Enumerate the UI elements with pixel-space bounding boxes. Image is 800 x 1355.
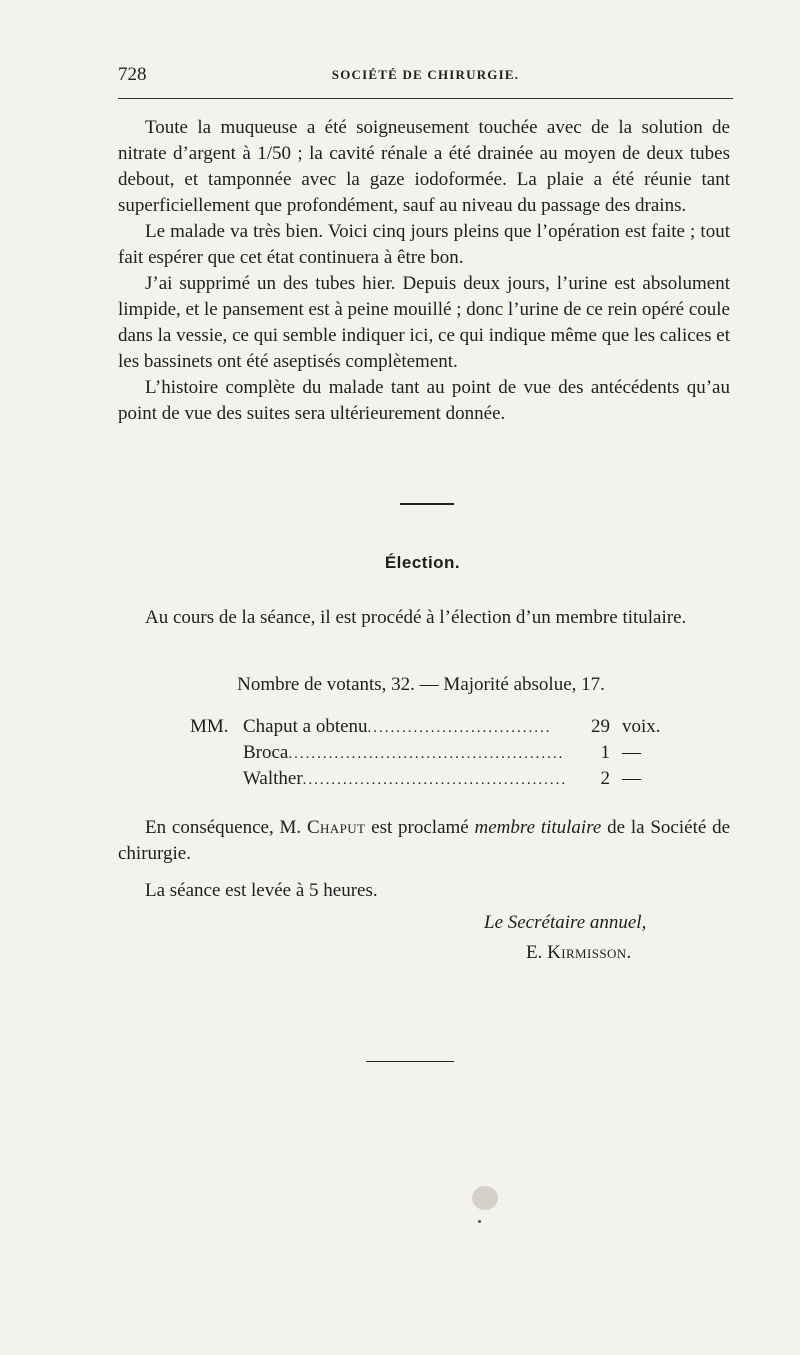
vote-count: 2 <box>600 768 610 789</box>
member-title: membre titulaire <box>474 817 602 838</box>
paragraph: Toute la muqueuse a été soigneusement touchée avec de la solution de nitrate d’argent à 1/50 ; la cavité rénale a été drainée au moyen de deux tubes debout, et tamponnée avec la gaze iodoformée. La plaie a été réunie tant superficiellement que profondément, sauf au niveau du passage des drains. <box>118 117 730 216</box>
dot-leaders: ................................................ <box>288 746 565 762</box>
result-row <box>190 768 750 794</box>
election-results <box>190 716 750 794</box>
vote-unit: voix. <box>622 716 661 737</box>
vote-count: 1 <box>600 742 610 763</box>
signature-title: Le Secrétaire annuel, <box>484 912 647 933</box>
candidate-name <box>243 768 567 790</box>
header-rule <box>118 98 733 99</box>
signature-surname: Kirmisson. <box>547 942 632 963</box>
proclamation-text: En conséquence, M. <box>145 817 307 838</box>
end-rule <box>366 1061 454 1062</box>
section-divider <box>400 503 454 505</box>
result-prefix: MM. <box>190 716 229 737</box>
vote-unit: — <box>622 742 641 763</box>
election-intro <box>118 605 730 631</box>
paragraph: L’histoire complète du malade tant au point de vue des antécédents qu’au point de vue des suites sera ultérieurement donnée. <box>118 377 730 424</box>
elected-member-name: Chaput <box>306 817 366 838</box>
paragraph <box>118 815 730 867</box>
vote-count: 29 <box>591 716 610 737</box>
running-head <box>118 64 733 86</box>
signature-initial: E. <box>526 942 548 963</box>
closing-note <box>118 878 730 904</box>
dot-leaders: ................................ <box>367 720 552 736</box>
paper-speck <box>478 1220 481 1223</box>
case-report-text <box>118 115 730 427</box>
candidate-label: Walther <box>243 768 303 789</box>
paragraph: J’ai supprimé un des tubes hier. Depuis deux jours, l’urine est absolument limpide, et le pansement est à peine mouillé ; donc l’urine de ce rein opéré coule dans la vessie, ce qui semble indiquer ici, ce qui indique même que les calices et les bassinets ont été aseptisés complètement. <box>118 273 730 372</box>
proclamation-text: est proclamé <box>365 817 475 838</box>
result-row <box>190 716 750 742</box>
running-title: SOCIÉTÉ DE CHIRURGIE. <box>331 67 520 82</box>
candidate-name <box>243 742 564 764</box>
page-number: 728 <box>118 64 147 85</box>
paragraph: Au cours de la séance, il est procédé à l’élection d’un membre titulaire. <box>145 607 687 628</box>
vote-unit: — <box>622 768 641 789</box>
paragraph: La séance est levée à 5 heures. <box>145 880 378 901</box>
dot-leaders: .............................................. <box>302 772 568 788</box>
proclamation <box>118 815 730 867</box>
section-heading: Élection. <box>384 553 461 572</box>
candidate-label: Broca <box>243 742 289 763</box>
result-row <box>190 742 750 768</box>
votes-summary: Nombre de votants, 32. — Majorité absolue, 17. <box>237 674 605 695</box>
candidate-name <box>243 716 552 738</box>
candidate-label: Chaput a obtenu <box>243 716 368 737</box>
signature-name <box>526 942 632 964</box>
paper-speck <box>472 1186 498 1210</box>
proclamation-text: de la Société de chirurgie. <box>118 817 731 864</box>
paragraph: Le malade va très bien. Voici cinq jours pleins que l’opération est faite ; tout fait espérer que cet état continuera à être bon. <box>118 221 730 268</box>
